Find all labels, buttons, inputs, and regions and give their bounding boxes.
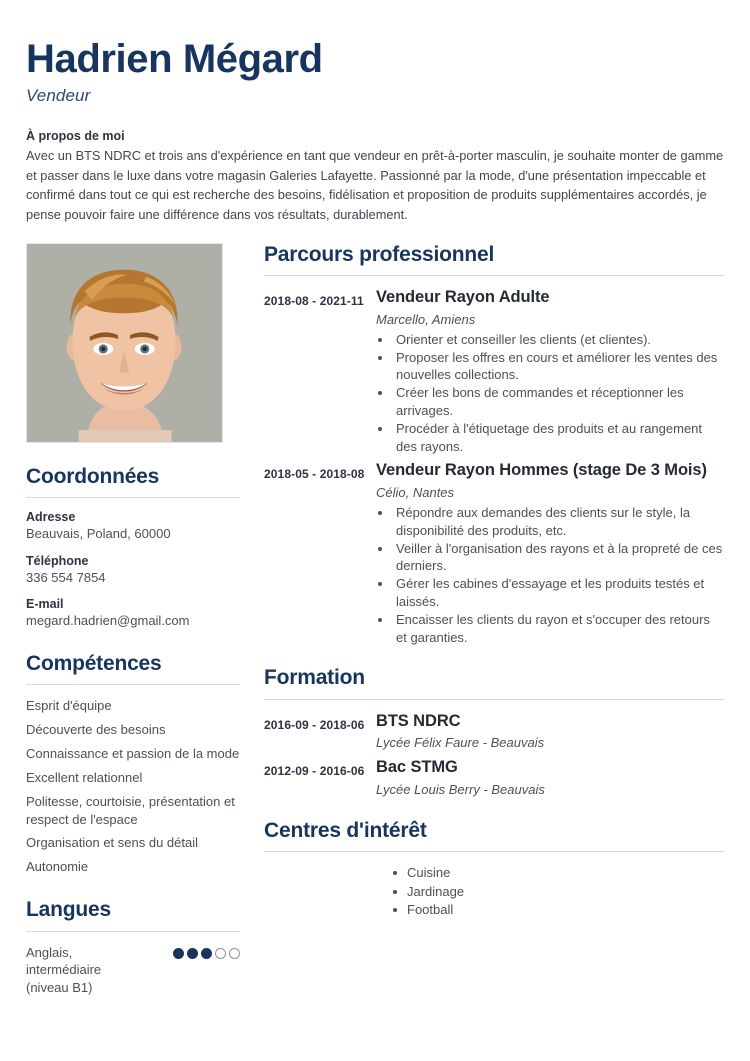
contact-item-email — [26, 597, 240, 630]
rating-dot-filled — [187, 948, 198, 959]
language-name: Anglais, intermédiaire (niveau B1) — [26, 944, 102, 995]
contact-value: megard.hadrien@gmail.com — [26, 613, 190, 629]
skills-section — [26, 652, 240, 877]
about-text: Avec un BTS NDRC et trois ans d'expérience en tant que vendeur en prêt-à-porter masculin, je souhaite monter de gamme et passer dans le luxe dans votre magasin Galeries Lafayette. Passionné par la mode, d'une présentation impeccable et confirmé dans tout ce qui est recherche des besoins, fidélisation et proposition de produits supplémentaires accordés, je pense pouvoir faire une différence dans vos résultats, durablement. — [26, 148, 724, 222]
contact-item-telephone — [26, 554, 240, 587]
list-item: Jardinage — [393, 883, 724, 901]
list-item: • Orienter et conseiller les clients (et clientes). — [393, 331, 724, 349]
contact-value: Beauvais, Poland, 60000 — [26, 526, 171, 542]
list-item: Autonomie — [26, 859, 89, 875]
contact-list — [26, 510, 240, 630]
contact-value: 336 554 7854 — [26, 569, 106, 585]
list-item: Découverte des besoins — [26, 721, 166, 737]
list-item: Politesse, courtoisie, présentation et respect de l'espace — [26, 793, 235, 827]
entry-title: Vendeur Rayon Hommes (stage De 3 Mois) — [376, 461, 707, 480]
sidebar-column — [26, 243, 240, 996]
list-item: • Gérer les cabines d'essayage et les produits testés et laissés. — [393, 575, 724, 611]
entry-bullets — [376, 331, 724, 456]
contact-item-adresse — [26, 510, 240, 543]
entry-title: Bac STMG — [376, 758, 458, 777]
list-item: Cuisine — [393, 864, 724, 882]
section-divider — [26, 684, 240, 685]
entry-title: Vendeur Rayon Adulte — [376, 288, 550, 307]
candidate-name: Hadrien Mégard — [26, 37, 323, 81]
skills-list — [26, 697, 240, 877]
interests-section — [264, 819, 724, 920]
entry-body — [376, 758, 724, 799]
contact-label: E-mail — [26, 597, 64, 612]
list-item: • Créer les bons de commandes et réceptionner les arrivages. — [393, 384, 724, 420]
rating-dot-empty — [229, 948, 240, 959]
education-section — [264, 666, 724, 799]
list-item: Organisation et sens du détail — [26, 835, 198, 851]
entry-date: 2018-08 - 2021-11 — [264, 294, 364, 309]
list-item: Connaissance et passion de la mode — [26, 745, 240, 761]
list-item: Esprit d'équipe — [26, 697, 112, 713]
entry-title: BTS NDRC — [376, 711, 461, 730]
resume-header — [26, 38, 724, 106]
experience-section — [264, 243, 724, 646]
languages-heading: Langues — [26, 898, 111, 922]
section-divider — [264, 699, 724, 700]
main-column — [264, 243, 724, 919]
experience-entry — [264, 288, 724, 455]
section-divider — [264, 275, 724, 276]
contact-section — [26, 465, 240, 630]
entry-school: Lycée Félix Faure - Beauvais — [376, 735, 545, 751]
rating-dot-empty — [215, 948, 226, 959]
interests-list — [264, 864, 724, 919]
about-section — [26, 129, 724, 224]
education-entry — [264, 712, 724, 753]
list-item: • Encaisser les clients du rayon et s'occuper des retours et garanties. — [393, 611, 724, 647]
list-item: • Répondre aux demandes des clients sur le style, la disponibilité des produits, etc. — [393, 504, 724, 540]
list-item: • Veiller à l'organisation des rayons et à la propreté de ces derniers. — [393, 540, 724, 576]
list-item: • Procéder à l'étiquetage des produits et au rangement des rayons. — [393, 420, 724, 456]
experience-heading: Parcours professionnel — [264, 242, 495, 266]
entry-body — [376, 461, 724, 646]
list-item — [26, 944, 240, 997]
list-item: Football — [393, 901, 724, 919]
interests-heading: Centres d'intérêt — [264, 818, 427, 842]
skills-heading: Compétences — [26, 651, 162, 675]
entry-date: 2016-09 - 2018-06 — [264, 717, 365, 732]
section-divider — [264, 851, 724, 852]
entry-body — [376, 288, 724, 455]
entry-date: 2018-05 - 2018-08 — [264, 467, 365, 482]
entry-company: Célio, Nantes — [376, 485, 455, 501]
languages-section — [26, 898, 240, 996]
entry-date: 2012-09 - 2016-06 — [264, 764, 365, 779]
education-heading: Formation — [264, 666, 365, 690]
entry-bullets — [376, 504, 724, 646]
list-item: Excellent relationnel — [26, 769, 143, 785]
language-level-rating — [173, 944, 240, 959]
rating-dot-filled — [201, 948, 212, 959]
resume-columns — [26, 243, 724, 996]
education-entry — [264, 758, 724, 799]
contact-label: Adresse — [26, 510, 76, 525]
about-label: À propos de moi — [26, 129, 125, 144]
entry-body — [376, 712, 724, 753]
list-item: • Proposer les offres en cours et améliorer les ventes des nouvelles collections. — [393, 349, 724, 385]
rating-dot-filled — [173, 948, 184, 959]
candidate-job-title: Vendeur — [26, 86, 91, 106]
contact-heading: Coordonnées — [26, 464, 160, 488]
experience-entry — [264, 461, 724, 646]
avatar — [26, 243, 223, 443]
section-divider — [26, 931, 240, 932]
section-divider — [26, 497, 240, 498]
entry-company: Marcello, Amiens — [376, 311, 476, 327]
contact-label: Téléphone — [26, 553, 89, 568]
entry-school: Lycée Louis Berry - Beauvais — [376, 782, 545, 798]
